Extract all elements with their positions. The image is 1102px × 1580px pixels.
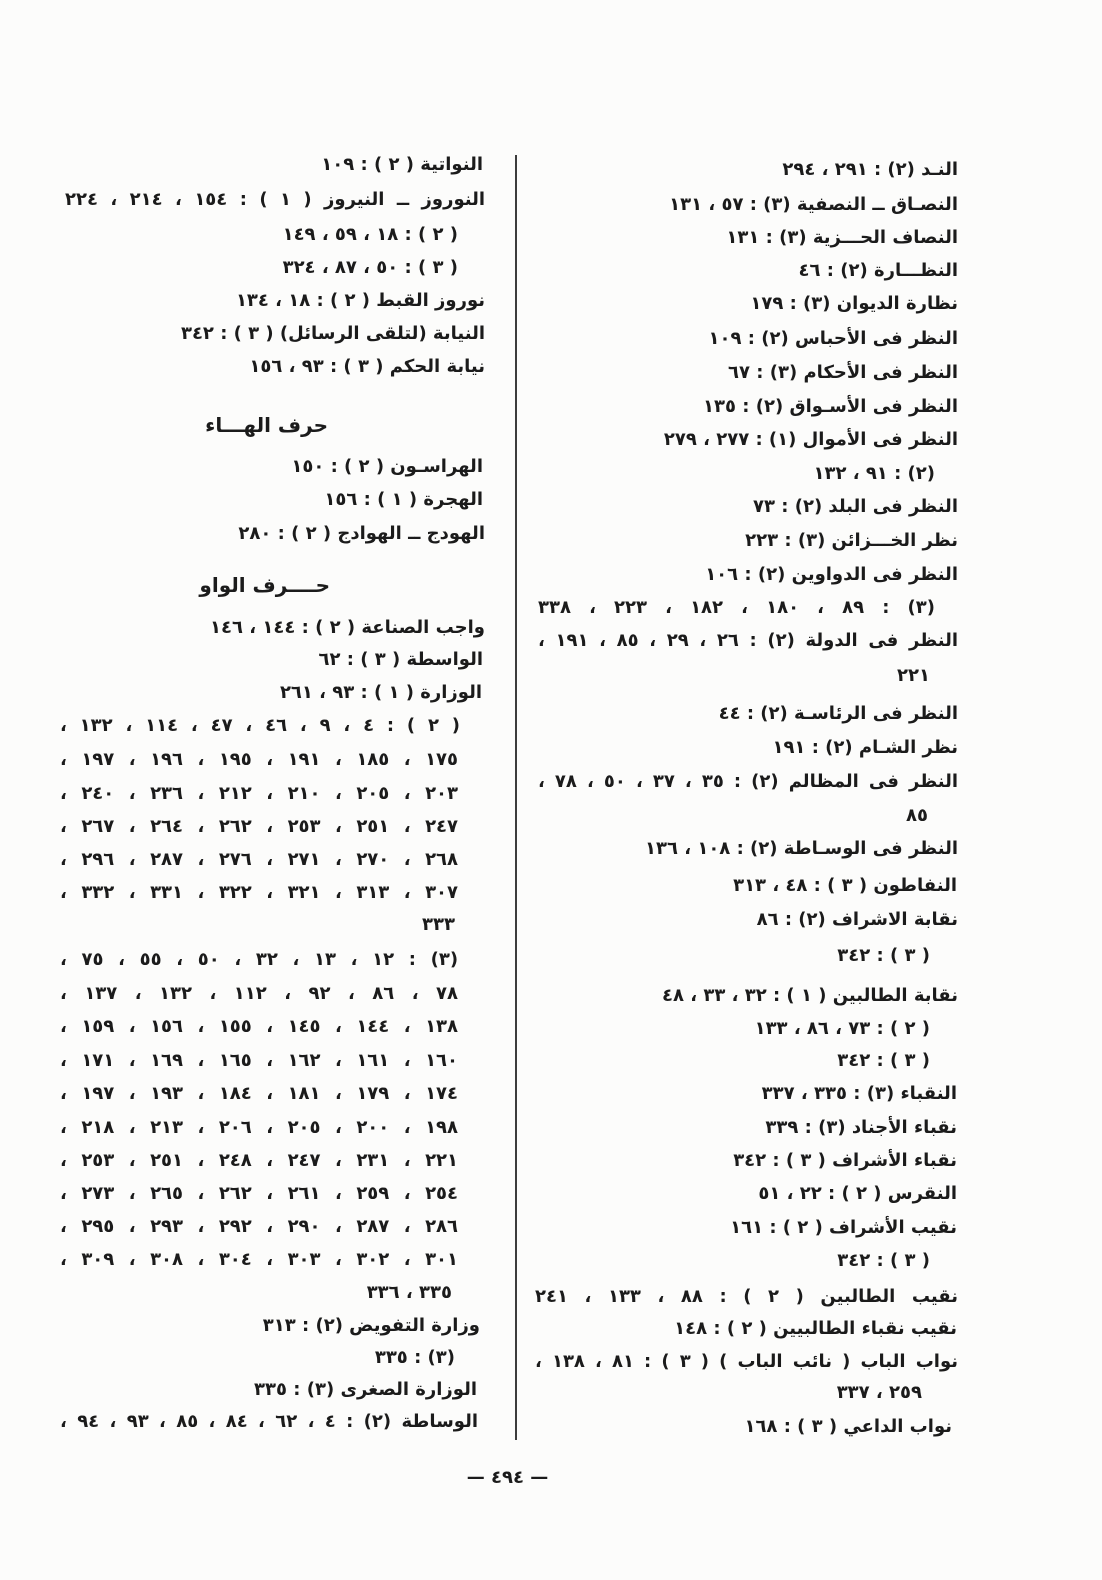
index-continuation: ٢٢١ [897,665,930,686]
index-line: نوروز القبط ( ٢ ) : ١٨ ، ١٣٤ [235,290,485,311]
index-line: نقيب الطالبين ( ٢ ) : ٨٨ ، ١٣٣ ، ٢٤١ [535,1286,958,1307]
index-subline: (٣) : ٨٩ ، ١٨٠ ، ١٨٢ ، ٢٢٣ ، ٣٣٨ [538,597,935,618]
index-continuation: ١٦٠ ، ١٦١ ، ١٦٢ ، ١٦٥ ، ١٦٩ ، ١٧١ ، [60,1050,459,1071]
page-number: — ٤٩٤ — [466,1467,549,1488]
index-line: نقيب نقباء الطالبيين ( ٢ ) : ١٤٨ [674,1318,957,1339]
index-subline: ( ٣ ) : ٣٤٢ [837,1250,930,1271]
index-continuation: ٣٠٧ ، ٣١٣ ، ٣٢١ ، ٣٢٢ ، ٣٣١ ، ٣٣٢ ، [60,882,459,903]
index-continuation: ١٧٤ ، ١٧٩ ، ١٨١ ، ١٨٤ ، ١٩٣ ، ١٩٧ ، [60,1083,459,1104]
index-continuation: ٢٥٩ ، ٣٣٧ [836,1382,922,1403]
index-subline: (٣) : ٣٣٥ [374,1347,455,1368]
index-continuation: ٢٥٤ ، ٢٥٩ ، ٢٦١ ، ٢٦٢ ، ٢٦٥ ، ٢٧٣ ، [60,1183,459,1204]
index-subline: (٢) : ٩١ ، ١٣٢ [813,463,935,484]
index-line: نقابة الاشراف (٢) : ٨٦ [756,909,958,930]
index-line: نظارة الديوان (٣) : ١٧٩ [750,293,958,314]
index-continuation: ٢٠٣ ، ٢٠٥ ، ٢١٠ ، ٢١٢ ، ٢٣٦ ، ٢٤٠ ، [60,783,459,804]
index-line: الهراسـون ( ٢ ) : ١٥٠ [291,456,483,477]
index-line: النيابة (لتلقى الرسائل) ( ٣ ) : ٣٤٢ [180,323,485,344]
index-line: النظر فى البلد (٢) : ٧٣ [752,496,958,517]
index-continuation: ٢٤٧ ، ٢٥١ ، ٢٥٣ ، ٢٦٢ ، ٢٦٤ ، ٢٦٧ ، [60,816,459,837]
index-continuation: ١٧٥ ، ١٨٥ ، ١٩١ ، ١٩٥ ، ١٩٦ ، ١٩٧ ، [60,749,459,770]
index-line: النصـاق ــ النصفية (٣) : ٥٧ ، ١٣١ [669,194,958,215]
index-line: نواب الباب ( نائب الباب ) ( ٣ ) : ٨١ ، ١٣٨ ، [535,1351,958,1372]
index-line: النقباء (٣) : ٣٣٥ ، ٣٣٧ [761,1083,957,1104]
index-line: نواب الداعي ( ٣ ) : ١٦٨ [744,1416,952,1437]
index-line: نقيب الأشراف ( ٢ ) : ١٦١ [730,1217,957,1238]
index-line: الهجرة ( ١ ) : ١٥٦ [324,489,483,510]
index-subline: ( ٢ ) : ٧٣ ، ٨٦ ، ١٣٣ [754,1018,930,1039]
index-continuation: ٢٦٨ ، ٢٧٠ ، ٢٧١ ، ٢٧٦ ، ٢٨٧ ، ٢٩٦ ، [60,849,459,870]
index-line: النـد (٢) : ٢٩١ ، ٢٩٤ [782,159,958,180]
index-line: النصاف الحـــزية (٣) : ١٣١ [726,227,958,248]
index-subline: ( ٣ ) : ٣٤٢ [837,1050,930,1071]
index-line: الوزارة ( ١ ) : ٩٣ ، ٢٦١ [279,682,482,703]
index-line: النظر فى الأحكام (٣) : ٦٧ [728,362,958,383]
index-line: نظر الخـــزائن (٣) : ٢٢٣ [745,530,958,551]
index-line: النظر فى الأسـواق (٢) : ١٣٥ [703,396,958,417]
index-continuation: ٨٥ [906,805,928,826]
index-line: النفاطون ( ٣ ) : ٤٨ ، ٣١٣ [733,875,957,896]
index-subline: ( ٢ ) : ١٨ ، ٥٩ ، ١٤٩ [282,224,458,245]
index-continuation: ٢٨٦ ، ٢٨٧ ، ٢٩٠ ، ٢٩٢ ، ٢٩٣ ، ٢٩٥ ، [60,1216,459,1237]
index-line: واجب الصناعة ( ٢ ) : ١٤٤ ، ١٤٦ [210,617,485,638]
index-line: النظر فى الأحباس (٢) : ١٠٩ [708,328,958,349]
index-subline: ( ٣ ) : ٥٠ ، ٨٧ ، ٣٢٤ [282,257,458,278]
index-continuation: ٣٣٥ ، ٣٣٦ [366,1282,452,1303]
index-continuation: ٢٢١ ، ٢٣١ ، ٢٤٧ ، ٢٤٨ ، ٢٥١ ، ٢٥٣ ، [60,1150,459,1171]
index-continuation: ٣٣٣ [422,914,455,935]
index-line: نقباء الأشراف ( ٣ ) : ٣٤٢ [733,1150,957,1171]
index-line: النواتية ( ٢ ) : ١٠٩ [321,154,483,175]
index-subline: (٣) : ١٢ ، ١٣ ، ٣٢ ، ٥٠ ، ٥٥ ، ٧٥ ، [60,949,459,970]
index-line: الوساطة (٢) : ٤ ، ٦٢ ، ٨٤ ، ٨٥ ، ٩٣ ، ٩٤ ، [60,1411,479,1432]
index-line: وزارة التفويض (٢) : ٣١٣ [262,1315,480,1336]
index-continuation: ٧٨ ، ٨٦ ، ٩٢ ، ١١٢ ، ١٣٢ ، ١٣٧ ، [60,983,458,1004]
section-heading: حــــرف الواو [199,573,330,597]
index-line: النظـــارة (٢) : ٤٦ [798,260,958,281]
index-subline: ( ٢ ) : ٤ ، ٩ ، ٤٦ ، ٤٧ ، ١١٤ ، ١٣٢ ، [60,715,461,736]
index-line: النوروز ــ النيروز ( ١ ) : ١٥٤ ، ٢١٤ ، ٢٢٤ [65,189,486,210]
index-continuation: ٣٠١ ، ٣٠٢ ، ٣٠٣ ، ٣٠٤ ، ٣٠٨ ، ٣٠٩ ، [60,1249,459,1270]
index-line: النظر فى الرئاسـة (٢) : ٤٤ [718,703,958,724]
index-line: نقابة الطالبين ( ١ ) : ٣٢ ، ٣٣ ، ٤٨ [662,985,958,1006]
index-line: النظر فى الدواوين (٢) : ١٠٦ [705,564,958,585]
index-line: نظر الشـام (٢) : ١٩١ [772,737,958,758]
index-line: النظر فى المظالم (٢) : ٣٥ ، ٣٧ ، ٥٠ ، ٧٨ ، [538,771,958,792]
index-continuation: ١٣٨ ، ١٤٤ ، ١٤٥ ، ١٥٥ ، ١٥٦ ، ١٥٩ ، [60,1016,459,1037]
index-continuation: ١٩٨ ، ٢٠٠ ، ٢٠٥ ، ٢٠٦ ، ٢١٣ ، ٢١٨ ، [60,1117,459,1138]
index-line: النظر فى الأموال (١) : ٢٧٧ ، ٢٧٩ [663,429,958,450]
index-line: النقرس ( ٢ ) : ٢٢ ، ٥١ [758,1183,957,1204]
index-line: الواسطة ( ٣ ) : ٦٢ [318,649,483,670]
index-line: النظر فى الدولة (٢) : ٢٦ ، ٢٩ ، ٨٥ ، ١٩١ ، [538,630,959,651]
index-line: نقباء الأجناد (٣) : ٣٣٩ [765,1117,957,1138]
index-line: نيابة الحكم ( ٣ ) : ٩٣ ، ١٥٦ [249,356,485,377]
index-line: النظر فى الوسـاطة (٢) : ١٠٨ ، ١٣٦ [644,838,958,859]
index-line: الهودج ــ الهوادج ( ٢ ) : ٢٨٠ [238,523,485,544]
section-heading: حرف الهـــاء [205,413,328,437]
index-subline: ( ٣ ) : ٣٤٢ [837,945,930,966]
index-line: الوزارة الصغرى (٣) : ٣٣٥ [254,1379,477,1400]
